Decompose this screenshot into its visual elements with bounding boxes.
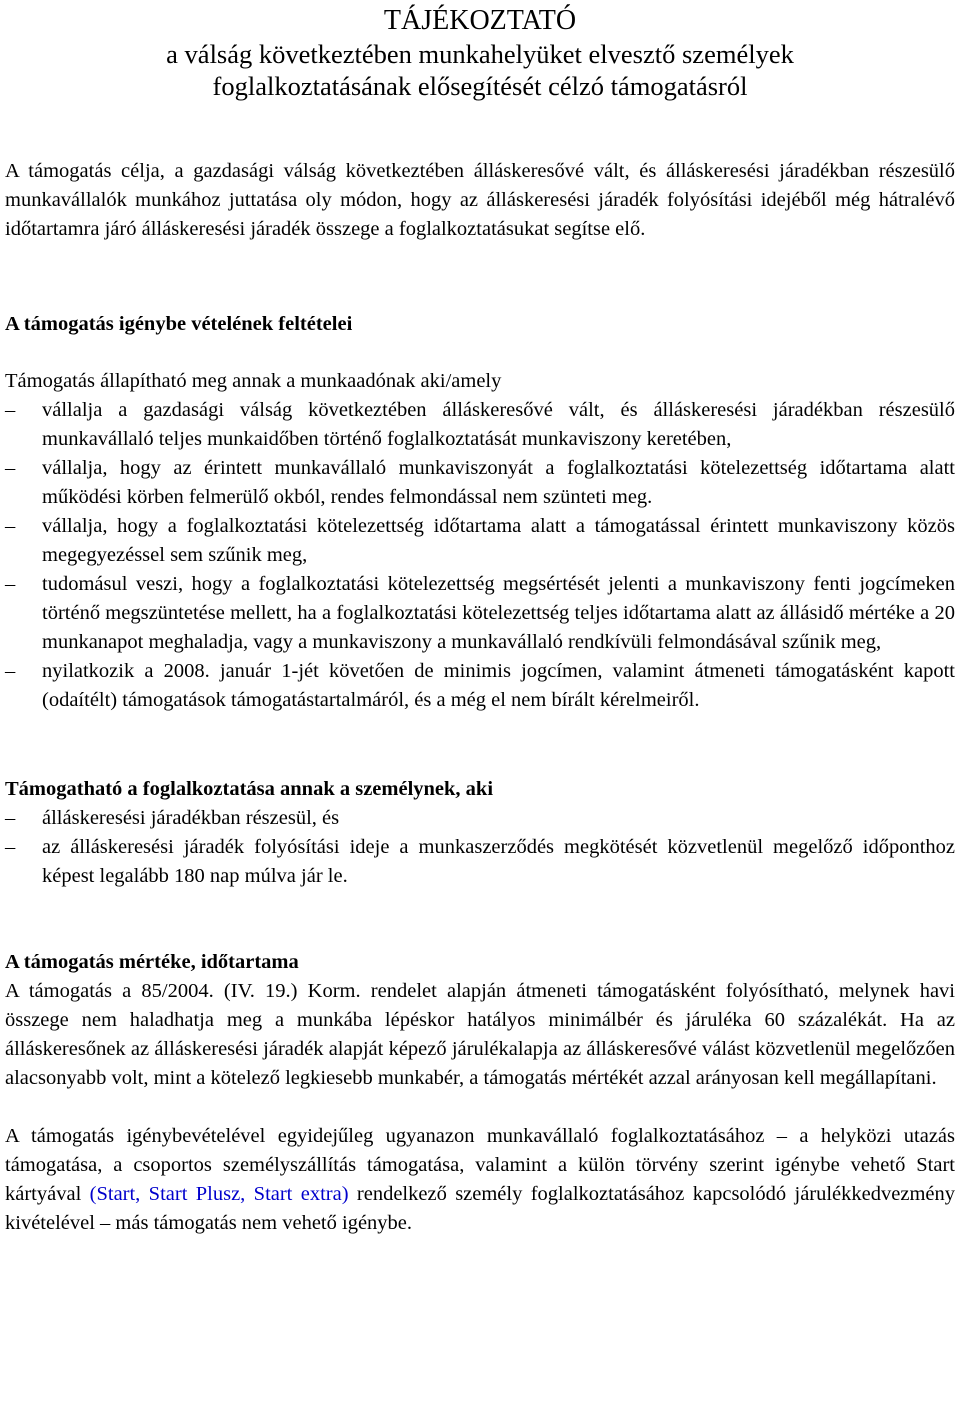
- final-text-before: A támogatás igénybevételével egyidejűleg ugyanazon munkavállaló foglalkoztatásához – a helyközi utazás támogatása, a csoportos személyszállítás támogatása, valamint a külön törvény szerint igénybe vehető Start kártyával: [5, 1125, 955, 1205]
- final-text-after: rendelkező személy foglalkoztatásához kapcsolódó járulékkedvezmény kivételével – más támogatás nem vehető igénybe.: [5, 1183, 956, 1234]
- document-title: TÁJÉKOZTATÓ: [383, 5, 577, 36]
- dash-marker: –: [5, 836, 16, 858]
- list-item-text: tudomásul veszi, hogy a foglalkoztatási kötelezettség megsértését jelenti a munkaviszony fenti jogcímeken történő megszüntetése mellett, ha a foglalkoztatási kötelezettség teljes időtartama alatt az állásidő mértéke a 20 munkanapot meghaladja, vagy a munkaviszony a munkavállaló rendkívüli felmondásával szűnik meg,: [42, 573, 955, 653]
- intro-paragraph: A támogatás célja, a gazdasági válság következtében álláskeresővé vált, és álláskeresési járadékban részesülő munkavállalók munkához juttatása oly módon, hogy az álláskeresési járadék folyósítási idejéből még hátralévő időtartamra járó álláskeresési járadék összege a foglalkoztatásukat segítse elő.: [5, 160, 955, 240]
- list-item-text: álláskeresési járadékban részesül, és: [42, 807, 340, 829]
- dash-marker: –: [5, 399, 16, 421]
- list-item-text: vállalja, hogy a foglalkoztatási kötelezettség időtartama alatt a támogatással érintett munkaviszony közös megegyezéssel sem szűnik meg,: [42, 515, 955, 566]
- dash-marker: –: [5, 515, 16, 537]
- section-heading-amount-duration: A támogatás mértéke, időtartama: [5, 951, 299, 973]
- list-item: [5, 657, 955, 715]
- dash-marker: –: [5, 807, 16, 829]
- dash-marker: –: [5, 573, 16, 595]
- final-paragraph: [5, 1122, 955, 1238]
- conditions-lead: Támogatás állapítható meg annak a munkaadónak aki/amely: [5, 370, 502, 392]
- list-item: [5, 833, 955, 891]
- list-item-text: vállalja, hogy az érintett munkavállaló munkaviszonyát a foglalkoztatási kötelezettség időtartama alatt működési körben felmerülő okból, rendes felmondással nem szünteti meg.: [42, 457, 955, 508]
- eligible-person-list: [5, 804, 955, 891]
- document-subtitle-line-1: a válság következtében munkahelyüket elvesztő személyek: [166, 39, 794, 69]
- section-heading-eligible-person: Támogatható a foglalkoztatása annak a személynek, aki: [5, 778, 494, 800]
- list-item: [5, 804, 955, 833]
- list-item: [5, 454, 955, 512]
- list-item-text: vállalja a gazdasági válság következtében álláskeresővé vált, és álláskeresési járadékban részesülő munkavállaló teljes munkaidőben történő foglalkoztatását munkaviszony keretében,: [42, 399, 955, 450]
- document-page: [5, 0, 955, 1238]
- list-item-text: az álláskeresési járadék folyósítási ideje a munkaszerződés megkötését közvetlenül megelőző időponthoz képest legalább 180 nap múlva jár le.: [42, 836, 955, 887]
- title-block: [5, 4, 955, 102]
- amount-duration-paragraph: A támogatás a 85/2004. (IV. 19.) Korm. rendelet alapján átmeneti támogatásként folyósítható, melynek havi összege nem haladhatja meg a munkába lépéskor hatályos minimálbér és járuléka 60 százalékát. Ha az álláskeresőnek az álláskeresési járadék alapját képező járulékalapja az álláskeresővé válást közvetlenül megelőzően alacsonyabb volt, mint a kötelező legkiesebb munkabér, a támogatás mértékét azzal arányosan kell megállapítani.: [5, 980, 955, 1089]
- dash-marker: –: [5, 660, 16, 682]
- section-heading-conditions: A támogatás igénybe vételének feltételei: [5, 313, 353, 335]
- list-item: [5, 396, 955, 454]
- start-card-types: (Start, Start Plusz, Start extra): [89, 1183, 349, 1205]
- document-subtitle-line-2: foglalkoztatásának elősegítését célzó támogatásról: [212, 71, 748, 101]
- dash-marker: –: [5, 457, 16, 479]
- conditions-list: [5, 396, 955, 715]
- list-item: [5, 512, 955, 570]
- list-item: [5, 570, 955, 657]
- list-item-text: nyilatkozik a 2008. január 1-jét követően de minimis jogcímen, valamint átmeneti támogatásként kapott (odaítélt) támogatások támogatástartalmáról, és a még el nem bírált kérelmeiről.: [42, 660, 955, 711]
